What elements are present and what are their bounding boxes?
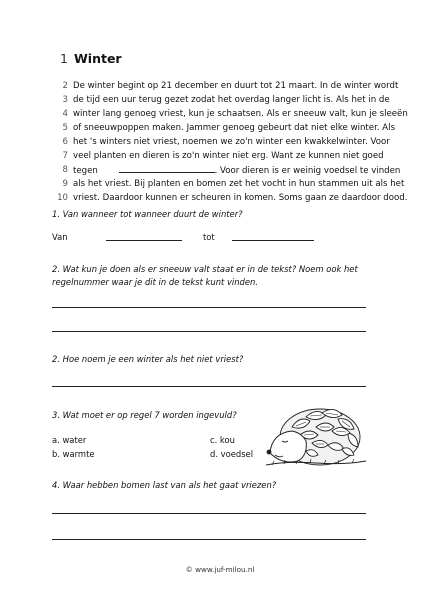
- from-answer-line[interactable]: [106, 240, 182, 241]
- text-after-blank: . Voor dieren is er weinig voedsel te vinden: [214, 166, 401, 176]
- option-a[interactable]: a. water: [52, 435, 87, 445]
- fill-in-blank[interactable]: [119, 165, 215, 173]
- text-line: het 's winters niet vriest, noemen we zo'n winter een kwakkelwinter. Voor: [73, 137, 390, 147]
- answer-line[interactable]: [52, 307, 366, 308]
- answer-line[interactable]: [52, 539, 366, 540]
- text-line: De winter begint op 21 december en duurt tot 21 maart. In de winter wordt: [73, 81, 399, 91]
- line-number: 6: [62, 137, 68, 147]
- question-5: 4. Waar hebben bomen last van als het gaat vriezen?: [52, 480, 277, 490]
- answer-line[interactable]: [52, 331, 366, 332]
- line-number: 2: [62, 81, 68, 91]
- question-3: 2. Hoe noem je een winter als het niet vriest?: [52, 354, 244, 364]
- question-2-line-2: regelnummer waar je dit in de tekst kunt vinden.: [52, 277, 258, 287]
- text-line: of sneeuwpoppen maken. Jammer genoeg gebeurt dat niet elke winter. Als: [73, 123, 396, 133]
- option-d[interactable]: d. voedsel: [210, 449, 254, 459]
- text-line: winter lang genoeg vriest, kun je schaatsen. Als er sneeuw valt, kun je sleeën: [73, 109, 408, 119]
- from-label: Van: [52, 232, 68, 242]
- line-number: 3: [62, 95, 68, 105]
- line-number: 10: [57, 193, 68, 203]
- hedgehog-icon: [262, 397, 370, 471]
- page-title: Winter: [74, 51, 122, 66]
- answer-line[interactable]: [52, 386, 366, 387]
- answer-line[interactable]: [52, 513, 366, 514]
- to-label: tot: [203, 232, 215, 242]
- line-number: 4: [62, 109, 68, 119]
- option-c[interactable]: c. kou: [210, 435, 235, 445]
- text-line-with-blank: [73, 165, 400, 176]
- title-line-number: 1: [60, 51, 68, 66]
- line-number: 9: [62, 179, 68, 189]
- text-line: de tijd een uur terug gezet zodat het overdag langer licht is. Als het in de: [73, 95, 390, 105]
- line-number: 8: [62, 165, 68, 175]
- text-line: als het vriest. Bij planten en bomen zet het vocht in hun stammen uit als het: [73, 179, 405, 189]
- to-answer-line[interactable]: [232, 240, 314, 241]
- text-line: veel planten en dieren is zo'n winter niet erg. Want ze kunnen niet goed: [73, 151, 384, 161]
- option-b[interactable]: b. warmte: [52, 449, 95, 459]
- line-number: 7: [62, 151, 68, 161]
- question-2-line-1: 2. Wat kun je doen als er sneeuw valt staat er in de tekst? Noem ook het: [52, 264, 358, 274]
- question-1: 1. Van wanneer tot wanneer duurt de winter?: [52, 209, 243, 219]
- line-number: 5: [62, 123, 68, 133]
- question-4: 3. Wat moet er op regel 7 worden ingevuld?: [52, 410, 237, 420]
- text-before-blank: tegen: [73, 166, 98, 176]
- text-line: vriest. Daardoor kunnen er scheuren in komen. Soms gaan ze daardoor dood.: [73, 193, 408, 203]
- footer-copyright: © www.juf-milou.nl: [185, 565, 255, 574]
